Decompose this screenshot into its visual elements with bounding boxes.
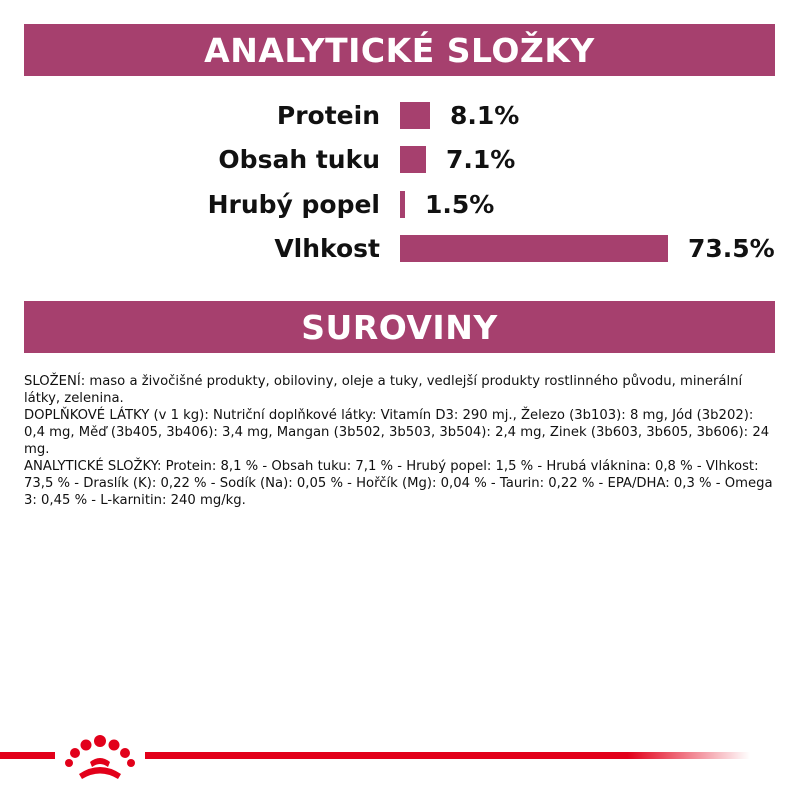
row-value: 1.5%	[425, 190, 495, 219]
footer-brand-line-left	[0, 752, 60, 759]
analytical-components-banner	[24, 24, 775, 76]
row-value: 7.1%	[446, 145, 516, 174]
ingredients-title: SUROVINY	[301, 307, 498, 347]
analytical-composition-text: ANALYTICKÉ SLOŽKY: Protein: 8,1 % - Obsah tuku: 7,1 % - Hrubý popel: 1,5 % - Hrubá vláknina: 0,8 % - Vlhkost: 73,5 % - Draslík (K): 0,22 % - Sodík (Na): 0,05 % - Hořčík (Mg): 0,04 % - Taurin: 0,22 % - EPA/DHA: 0,3 % - Omega 3: 0,45 % - L-karnitin: 240 mg/kg.	[24, 459, 773, 508]
royal-canin-crown-icon	[55, 730, 145, 782]
analytical-row-ash	[0, 185, 800, 225]
analytical-row-moisture	[0, 229, 800, 269]
footer-brand-line-right	[138, 752, 750, 759]
row-bar	[400, 146, 426, 173]
row-value: 8.1%	[450, 101, 520, 130]
ingredients-text-block	[24, 373, 776, 509]
row-bar	[400, 235, 668, 262]
analytical-row-protein	[0, 96, 800, 136]
row-bar	[400, 102, 430, 129]
row-label: Obsah tuku	[218, 145, 380, 174]
composition-text: SLOŽENÍ: maso a živočišné produkty, obiloviny, oleje a tuky, vedlejší produkty rostlinného původu, minerální látky, zelenina.	[24, 374, 743, 406]
row-value: 73.5%	[688, 234, 775, 263]
row-bar	[400, 191, 405, 218]
row-label: Protein	[276, 101, 380, 130]
row-label: Vlhkost	[274, 234, 380, 263]
additives-text: DOPLŇKOVÉ LÁTKY (v 1 kg): Nutriční doplňkové látky: Vitamín D3: 290 mj., Železo (3b103): 8 mg, Jód (3b202): 0,4 mg, Měď (3b405, 3b406): 3,4 mg, Mangan (3b502, 3b503, 3b504): 2,4 mg, Zinek (3b603, 3b605, 3b606): 24 mg.	[24, 408, 770, 457]
analytical-components-title: ANALYTICKÉ SLOŽKY	[204, 30, 595, 70]
ingredients-banner	[24, 301, 775, 353]
analytical-row-fat	[0, 140, 800, 180]
row-label: Hrubý popel	[207, 190, 380, 219]
